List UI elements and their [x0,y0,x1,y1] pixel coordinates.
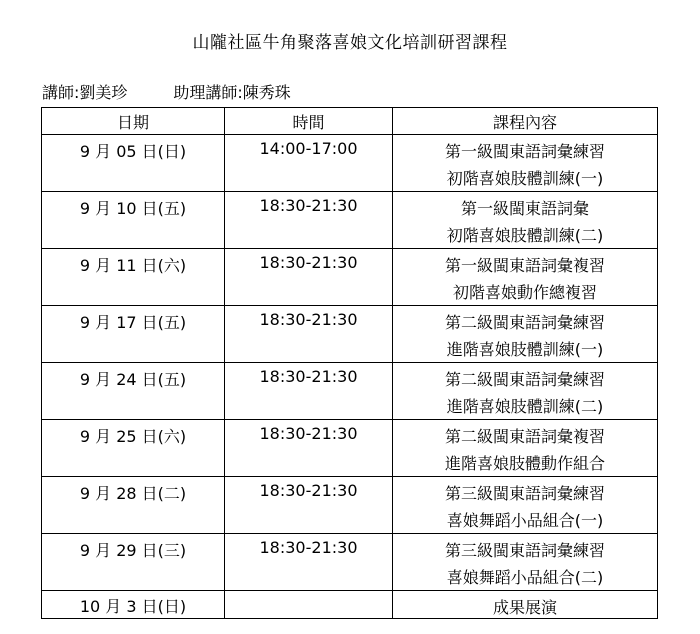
time-cell [225,249,393,306]
content-line: 第一級閩東語詞彙 [460,199,589,218]
date-cell [42,591,225,619]
content-line: 第一級閩東語詞彙複習 [444,256,605,275]
time-text: 18:30-21:30 [259,196,358,215]
table-row [42,534,658,591]
table-body [42,135,658,619]
content-line: 第二級閩東語詞彙練習 [444,370,605,389]
content-cell [393,534,658,591]
content-line: 進階喜娘肢體動作組合 [444,454,605,473]
date-cell [42,135,225,192]
time-text: 18:30-21:30 [259,367,358,386]
time-text: 18:30-21:30 [259,424,358,443]
table-row [42,192,658,249]
date-cell [42,306,225,363]
content-line: 第三級閩東語詞彙練習 [444,541,605,560]
table-row [42,135,658,192]
header-content: 課程內容 [393,108,658,135]
date-text: 9 月 10 日(五) [79,199,187,218]
time-text: 18:30-21:30 [259,253,358,272]
instructor-name: 講師:劉美珍 [42,83,128,102]
content-line: 成果展演 [492,598,557,617]
content-cell [393,249,658,306]
date-cell [42,249,225,306]
document-title: 山隴社區牛角聚落喜娘文化培訓研習課程 [192,33,508,53]
time-text: 14:00-17:00 [259,139,358,158]
table-header-row [42,108,658,135]
date-text: 10 月 3 日(日) [79,597,187,616]
date-text: 9 月 28 日(二) [79,484,187,503]
date-cell [42,420,225,477]
content-cell [393,477,658,534]
content-line: 喜娘舞蹈小品組合(二) [446,568,604,587]
content-line: 第三級閩東語詞彙練習 [444,484,605,503]
content-cell [393,420,658,477]
date-cell [42,363,225,420]
table-row [42,591,658,619]
course-schedule-table [41,107,658,619]
content-line: 喜娘舞蹈小品組合(一) [446,511,604,530]
content-cell [393,192,658,249]
time-cell [225,135,393,192]
content-line: 第二級閩東語詞彙複習 [444,427,605,446]
date-text: 9 月 24 日(五) [79,370,187,389]
header-time: 時間 [225,108,393,135]
table-row [42,363,658,420]
content-line: 第一級閩東語詞彙練習 [444,142,605,161]
time-cell [225,363,393,420]
table-row [42,420,658,477]
table-row [42,477,658,534]
time-cell [225,591,393,619]
content-line: 第二級閩東語詞彙練習 [444,313,605,332]
content-line: 初階喜娘肢體訓練(二) [446,226,604,245]
date-text: 9 月 29 日(三) [79,541,187,560]
time-cell [225,192,393,249]
content-cell [393,135,658,192]
time-cell [225,420,393,477]
content-cell [393,591,658,619]
time-cell [225,306,393,363]
content-line: 進階喜娘肢體訓練(一) [446,340,604,359]
date-text: 9 月 17 日(五) [79,313,187,332]
table-row [42,249,658,306]
time-text: 18:30-21:30 [259,538,358,557]
date-text: 9 月 05 日(日) [79,142,187,161]
date-cell [42,192,225,249]
date-text: 9 月 11 日(六) [79,256,187,275]
content-cell [393,306,658,363]
time-cell [225,477,393,534]
assistant-instructor-name: 助理講師:陳秀珠 [173,83,291,102]
date-text: 9 月 25 日(六) [79,427,187,446]
header-date: 日期 [42,108,225,135]
date-cell [42,534,225,591]
content-line: 進階喜娘肢體訓練(二) [446,397,604,416]
time-text: 18:30-21:30 [259,310,358,329]
instructor-line [42,80,291,103]
content-cell [393,363,658,420]
time-cell [225,534,393,591]
content-line: 初階喜娘肢體訓練(一) [446,169,604,188]
date-cell [42,477,225,534]
content-line: 初階喜娘動作總複習 [452,283,597,302]
table-row [42,306,658,363]
time-text: 18:30-21:30 [259,481,358,500]
